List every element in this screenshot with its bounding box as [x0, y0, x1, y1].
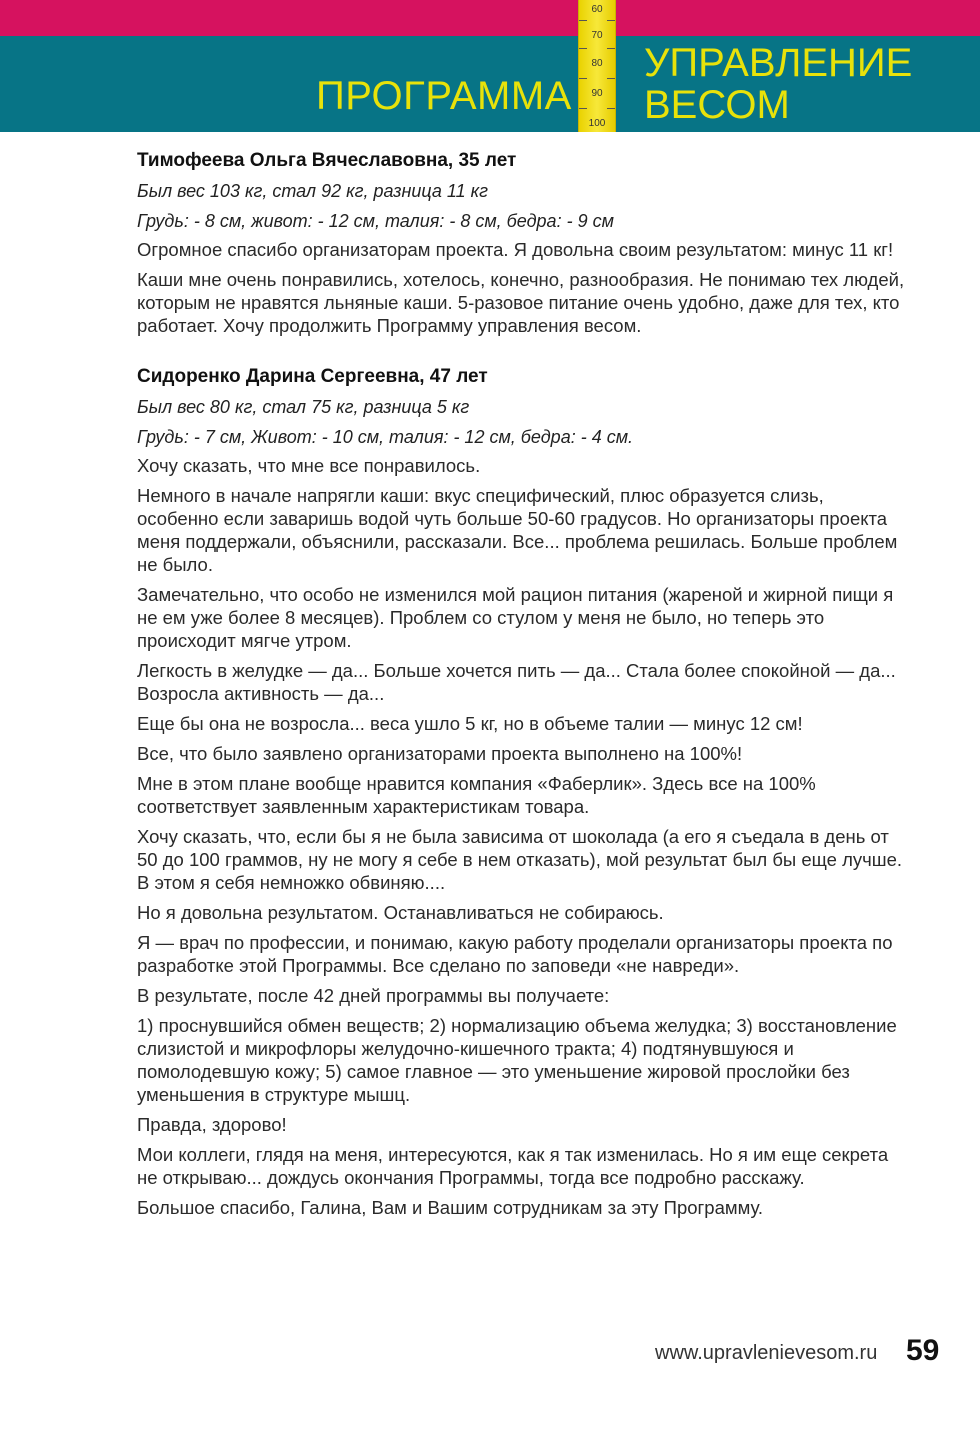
- paragraph: Я — врач по профессии, и понимаю, какую работу проделали организаторы проекта по разработке этой Программы. Все сделано по заповеди «не навреди».: [137, 932, 893, 976]
- testimonial-2: [137, 364, 907, 1219]
- header-title-line1: УПРАВЛЕНИЕ: [644, 41, 913, 85]
- testimonial-name: Тимофеева Ольга Вячеславовна, 35 лет: [137, 150, 517, 171]
- testimonial-measures: Грудь: - 8 см, живот: - 12 см, талия: - 8 см, бедра: - 9 см: [137, 211, 614, 231]
- paragraph: Хочу сказать, что мне все понравилось.: [137, 455, 481, 476]
- paragraph: В результате, после 42 дней программы вы получаете:: [137, 985, 610, 1006]
- paragraph: Еще бы она не возросла... веса ушло 5 кг, но в объеме талии — минус 12 см!: [137, 713, 803, 734]
- article-body: [137, 148, 907, 1226]
- header-title-weight-management: [644, 42, 912, 126]
- tape-label: 70: [591, 30, 603, 41]
- page-number: 59: [906, 1334, 940, 1367]
- header-title-program: ПРОГРАММА: [316, 74, 572, 118]
- paragraph: 1) проснувшийся обмен веществ; 2) нормализацию объема желудка; 3) восстановление слизистой и микрофлоры желудочно-кишечного тракта; 4) подтянувшуюся и помолодевшую кожу; 5) самое главное — это уменьшение жировой прослойки без уменьшения в структуре мышц.: [137, 1015, 897, 1105]
- header-pink-band: [0, 0, 980, 36]
- footer-website-link[interactable]: www.upravlenievesom.ru: [655, 1342, 878, 1364]
- paragraph: Огромное спасибо организаторам проекта. Я довольна своим результатом: минус 11 кг!: [137, 239, 894, 260]
- testimonial-weight: Был вес 80 кг, стал 75 кг, разница 5 кг: [137, 397, 470, 417]
- tape-label: 60: [591, 4, 603, 15]
- paragraph: Правда, здорово!: [137, 1114, 287, 1135]
- paragraph: Легкость в желудке — да... Больше хочется пить — да... Стала более спокойной — да... Возросла активность — да...: [137, 660, 896, 704]
- paragraph: Замечательно, что особо не изменился мой рацион питания (жареной и жирной пищи я не ем уже более 8 месяцев). Проблем со стулом у меня не было, но теперь это происходит мягче утром.: [137, 584, 894, 651]
- tape-label: 90: [591, 88, 603, 99]
- paragraph: Каши мне очень понравились, хотелось, конечно, разнообразия. Не понимаю тех людей, которым не нравятся льняные каши. 5-разовое питание очень удобно, даже для тех, кто работает. Хочу продолжить Программу управления весом.: [137, 269, 905, 336]
- paragraph: Мне в этом плане вообще нравится компания «Фаберлик». Здесь все на 100% соответствует заявленным характеристикам товара.: [137, 773, 816, 817]
- testimonial-measures: Грудь: - 7 см, Живот: - 10 см, талия: - 12 см, бедра: - 4 см.: [137, 427, 634, 447]
- paragraph: Мои коллеги, глядя на меня, интересуются, как я так изменилась. Но я им еще секрета не открываю... дождусь окончания Программы, тогда все подробно расскажу.: [137, 1144, 889, 1188]
- header-title-line2: ВЕСОМ: [644, 83, 790, 127]
- tape-label: 80: [591, 58, 603, 69]
- paragraph: Но я довольна результатом. Останавливаться не собираюсь.: [137, 902, 664, 923]
- paragraph: Большое спасибо, Галина, Вам и Вашим сотрудникам за эту Программу.: [137, 1197, 764, 1218]
- paragraph: Немного в начале напрягли каши: вкус специфический, плюс образуется слизь, особенно если заваришь водой чуть больше 50-60 градусов. Но организаторы проекта меня поддержали, объяснили, рассказали. Все... проблема решилась. Больше проблем не было.: [137, 485, 898, 575]
- paragraph: Все, что было заявлено организаторами проекта выполнено на 100%!: [137, 743, 743, 764]
- measuring-tape-icon: [578, 0, 616, 132]
- paragraph: Хочу сказать, что, если бы я не была зависима от шоколада (а его я съедала в день от 50 до 100 граммов, ну не могу я себе в нем отказать), мой результат был бы еще лучше. В этом я себя немножко обвиняю....: [137, 826, 903, 893]
- tape-label: 100: [588, 118, 606, 129]
- testimonial-name: Сидоренко Дарина Сергеевна, 47 лет: [137, 366, 488, 387]
- testimonial-1: [137, 148, 907, 337]
- testimonial-weight: Был вес 103 кг, стал 92 кг, разница 11 кг: [137, 181, 488, 201]
